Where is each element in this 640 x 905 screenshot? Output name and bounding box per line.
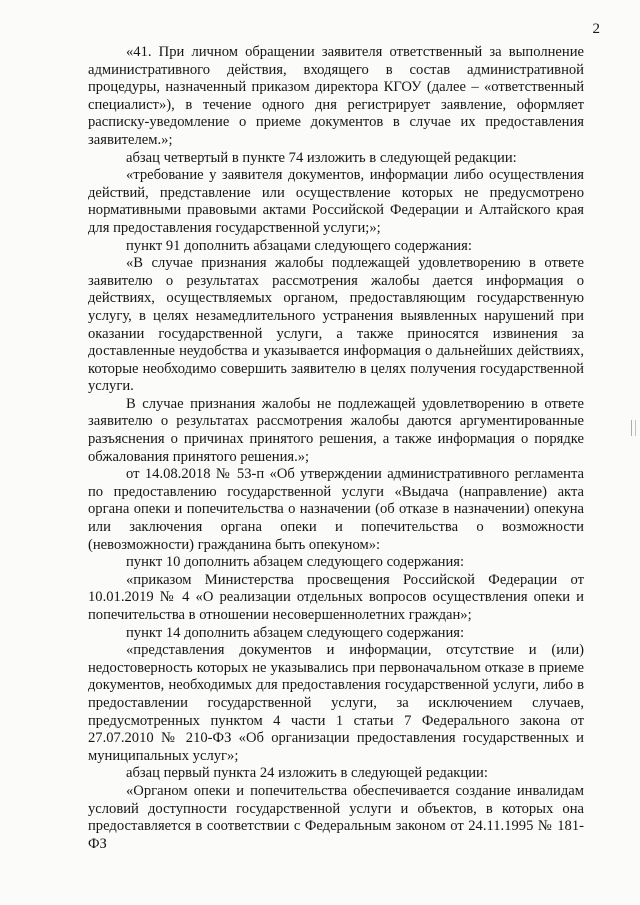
paragraph-quote-14: «представления документов и информации, отсутствие и (или) недостоверность которых не указывались при первоначальном отказе в приеме документов, необходимых для предоставления государственной услуги, либо в предоставлении государственной услуги, за исключением случаев, предусмотренных пунктом 4 части 1 статьи 7 Федерального закона от 27.07.2010 № 210-ФЗ «Об организации предоставления государственных и муниципальных услуг»; xyxy=(88,642,584,764)
paragraph-instruction-74: абзац четвертый в пункте 74 изложить в следующей редакции: xyxy=(126,149,517,166)
paragraph-quote-74: «требование у заявителя документов, информации либо осуществления действий, представление или осуществление которых не предусмотрено нормативными правовыми актами Российской Федерации и Алтайского края для предоставления государственной услуги;»; xyxy=(88,167,584,236)
paragraph-complaint-satisfied: «В случае признания жалобы подлежащей удовлетворению в ответе заявителю о результатах рассмотрения жалобы дается информация о действиях, осуществляемых органом, предоставляющим государственную услугу, в целях незамедлительного устранения выявленных нарушений при оказании государственной услуги, а также приносятся извинения за доставленные неудобства и указывается информация о дальнейших действиях, которые необходимо совершить заявителю в целях получения государственной услуги. xyxy=(88,255,584,395)
paragraph-instruction-24: абзац первый пункта 24 изложить в следующей редакции: xyxy=(126,765,488,782)
paragraph-regulation-reference: от 14.08.2018 № 53-п «Об утверждении административного регламента по предоставлению государственной услуги «Выдача (направление) акта органа опеки и попечительства о назначении (об отказе в назначении) опекуна или заключения органа опеки и попечительства о возможности (невозможности) гражданина быть опекуном»: xyxy=(88,466,584,553)
paragraph-instruction-91: пункт 91 дополнить абзацами следующего содержания: xyxy=(126,237,472,254)
paragraph-quote-24: «Органом опеки и попечительства обеспечивается создание инвалидам условий доступности государственной услуги и объектов, в которых она предоставляется в соответствии с Федеральным законом от 24.11.1995 № 181-ФЗ xyxy=(88,782,584,852)
document-body xyxy=(88,44,584,853)
paragraph-instruction-14: пункт 14 дополнить абзацем следующего содержания: xyxy=(126,624,465,641)
paragraph-complaint-rejected: В случае признания жалобы не подлежащей удовлетворению в ответе заявителю о результатах рассмотрения жалобы даются аргументированные разъяснения о причинах принятого решения, а также информация о порядке обжалования принятого решения.»; xyxy=(88,395,584,465)
paragraph-quote-10: «приказом Министерства просвещения Российской Федерации от 10.01.2019 № 4 «О реализации отдельных вопросов осуществления опеки и попечительства в отношении несовершеннолетних граждан»; xyxy=(88,571,584,623)
paragraph-instruction-10: пункт 10 дополнить абзацем следующего содержания: xyxy=(126,554,465,571)
page-number: 2 xyxy=(592,21,600,37)
paragraph-item-41: «41. При личном обращении заявителя ответственный за выполнение административного действия, входящего в состав административной процедуры, назначенный приказом директора КГОУ (далее – «ответственный специалист»), в течение одного дня регистрирует заявление, оформляет расписку-уведомление о приеме документов в случае их предоставления заявителем.»; xyxy=(88,44,584,148)
scan-edge-mark xyxy=(631,420,636,436)
